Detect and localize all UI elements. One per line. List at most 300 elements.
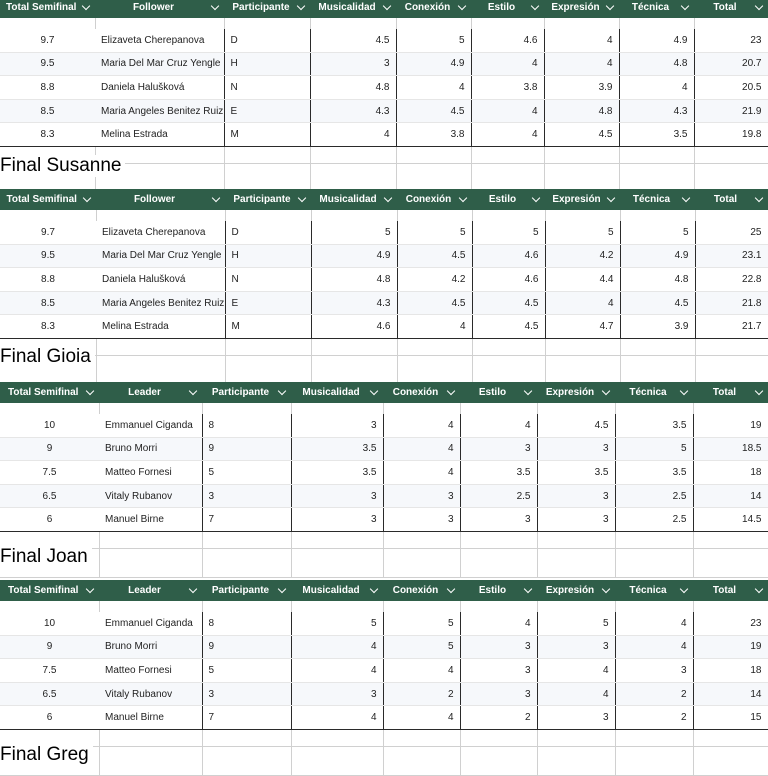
table-cell[interactable]: 8.8 (0, 76, 95, 100)
table-cell[interactable]: 4 (383, 706, 460, 730)
empty-cell[interactable] (460, 729, 537, 746)
table-cell[interactable]: Emmanuel Ciganda (99, 612, 202, 635)
column-header[interactable] (202, 580, 291, 601)
table-cell[interactable]: 2.5 (460, 484, 537, 508)
table-cell[interactable]: 2 (615, 682, 693, 706)
empty-cell[interactable] (460, 746, 537, 775)
filter-dropdown-icon[interactable] (446, 585, 454, 593)
table-cell[interactable]: 4.2 (545, 244, 620, 268)
empty-cell[interactable] (0, 18, 95, 29)
column-header[interactable] (225, 189, 311, 210)
table-cell[interactable]: Maria Del Mar Cruz Yengle (96, 244, 225, 268)
empty-cell[interactable] (291, 548, 383, 577)
table-cell[interactable]: 4.6 (471, 29, 544, 52)
filter-dropdown-icon[interactable] (601, 585, 609, 593)
column-header[interactable] (544, 0, 619, 18)
table-cell[interactable]: 3.8 (396, 123, 471, 147)
column-header[interactable] (472, 189, 545, 210)
table-cell[interactable]: H (225, 244, 311, 268)
table-cell[interactable]: D (225, 221, 311, 244)
table-cell[interactable]: 4 (396, 76, 471, 100)
table-cell[interactable]: 5 (383, 612, 460, 635)
table-cell[interactable]: Emmanuel Ciganda (99, 414, 202, 437)
empty-cell[interactable] (460, 548, 537, 577)
empty-cell[interactable] (693, 548, 768, 577)
empty-cell[interactable] (225, 355, 311, 384)
table-cell[interactable]: 4.8 (619, 52, 694, 76)
column-header[interactable] (99, 382, 202, 403)
table-cell[interactable]: Matteo Fornesi (99, 659, 202, 683)
filter-dropdown-icon[interactable] (211, 194, 219, 202)
table-cell[interactable]: Maria Angeles Benitez Ruiz (96, 291, 225, 315)
table-cell[interactable]: 3 (537, 706, 615, 730)
table-cell[interactable]: 19 (693, 635, 768, 659)
empty-cell[interactable] (693, 403, 768, 414)
column-header[interactable] (396, 0, 471, 18)
table-cell[interactable]: 3 (291, 414, 383, 437)
table-cell[interactable]: E (225, 291, 311, 315)
column-header[interactable] (460, 382, 537, 403)
column-header[interactable] (291, 580, 383, 601)
table-cell[interactable]: 9 (0, 437, 99, 461)
table-cell[interactable]: 4.5 (310, 29, 396, 52)
table-cell[interactable]: 8 (202, 414, 291, 437)
filter-dropdown-icon[interactable] (277, 585, 285, 593)
table-cell[interactable]: 3.8 (471, 76, 544, 100)
column-header[interactable] (311, 189, 397, 210)
table-cell[interactable]: 6 (0, 706, 99, 730)
table-cell[interactable]: 4.3 (619, 99, 694, 123)
table-cell[interactable]: 4.9 (619, 29, 694, 52)
table-cell[interactable]: 5 (472, 221, 545, 244)
table-cell[interactable]: 19 (693, 414, 768, 437)
column-header[interactable] (694, 0, 768, 18)
column-header[interactable] (95, 0, 224, 18)
empty-cell[interactable] (472, 338, 545, 355)
filter-dropdown-icon[interactable] (210, 2, 218, 10)
table-cell[interactable]: 5 (202, 659, 291, 683)
table-cell[interactable]: 4 (544, 29, 619, 52)
empty-cell[interactable] (615, 746, 693, 775)
table-cell[interactable]: 2 (383, 682, 460, 706)
empty-cell[interactable] (695, 338, 768, 355)
table-cell[interactable]: 19.8 (694, 123, 768, 147)
table-cell[interactable]: 4 (460, 414, 537, 437)
table-cell[interactable]: Vitaly Rubanov (99, 682, 202, 706)
table-cell[interactable]: 3 (310, 52, 396, 76)
table-cell[interactable]: 5 (537, 612, 615, 635)
empty-cell[interactable] (310, 146, 396, 163)
empty-cell[interactable] (545, 210, 620, 221)
filter-dropdown-icon[interactable] (458, 194, 466, 202)
table-cell[interactable]: 3.5 (291, 437, 383, 461)
table-cell[interactable]: 3.5 (619, 123, 694, 147)
table-cell[interactable]: 4.8 (620, 268, 695, 292)
table-cell[interactable]: 25 (695, 221, 768, 244)
empty-cell[interactable] (695, 355, 768, 384)
table-cell[interactable]: Maria Del Mar Cruz Yengle (95, 52, 224, 76)
table-cell[interactable]: 5 (545, 221, 620, 244)
table-cell[interactable]: 3 (202, 484, 291, 508)
table-cell[interactable]: 4.8 (544, 99, 619, 123)
table-cell[interactable]: 14 (693, 484, 768, 508)
table-cell[interactable]: 4.5 (397, 291, 472, 315)
table-cell[interactable]: 9.5 (0, 244, 96, 268)
table-cell[interactable]: 23.1 (695, 244, 768, 268)
empty-cell[interactable] (537, 403, 615, 414)
empty-cell[interactable] (397, 338, 472, 355)
empty-cell[interactable] (99, 746, 202, 775)
filter-dropdown-icon[interactable] (85, 387, 93, 395)
empty-cell[interactable] (472, 210, 545, 221)
empty-cell[interactable] (383, 531, 460, 548)
table-cell[interactable]: 4 (471, 99, 544, 123)
empty-cell[interactable] (620, 355, 695, 384)
column-header[interactable] (0, 189, 96, 210)
empty-cell[interactable] (397, 355, 472, 384)
table-cell[interactable]: Bruno Morri (99, 437, 202, 461)
table-cell[interactable]: Manuel Birne (99, 706, 202, 730)
empty-cell[interactable] (311, 338, 397, 355)
table-cell[interactable]: 5 (202, 461, 291, 485)
table-cell[interactable]: 2.5 (615, 484, 693, 508)
empty-cell[interactable] (99, 548, 202, 577)
table-cell[interactable]: 4.6 (472, 244, 545, 268)
empty-cell[interactable] (537, 601, 615, 612)
table-cell[interactable]: 3 (383, 484, 460, 508)
table-cell[interactable]: 4 (615, 635, 693, 659)
filter-dropdown-icon[interactable] (606, 194, 614, 202)
table-cell[interactable]: 3 (383, 508, 460, 532)
empty-cell[interactable] (291, 403, 383, 414)
table-cell[interactable]: 9 (202, 437, 291, 461)
filter-dropdown-icon[interactable] (457, 2, 465, 10)
column-header[interactable] (695, 189, 768, 210)
column-header[interactable] (537, 382, 615, 403)
column-header[interactable] (96, 189, 225, 210)
empty-cell[interactable] (0, 210, 96, 221)
table-cell[interactable]: Elizaveta Cherepanova (95, 29, 224, 52)
table-cell[interactable]: 4.3 (311, 291, 397, 315)
empty-cell[interactable] (202, 548, 291, 577)
filter-dropdown-icon[interactable] (680, 2, 688, 10)
table-cell[interactable]: 3.9 (544, 76, 619, 100)
table-cell[interactable]: Elizaveta Cherepanova (96, 221, 225, 244)
table-cell[interactable]: 4 (471, 123, 544, 147)
empty-cell[interactable] (460, 403, 537, 414)
empty-cell[interactable] (693, 531, 768, 548)
table-cell[interactable]: 4 (397, 315, 472, 339)
table-cell[interactable]: 4.9 (396, 52, 471, 76)
empty-cell[interactable] (291, 746, 383, 775)
empty-cell[interactable] (96, 338, 225, 355)
filter-dropdown-icon[interactable] (369, 387, 377, 395)
empty-cell[interactable] (310, 18, 396, 29)
table-cell[interactable]: 4 (291, 635, 383, 659)
table-cell[interactable]: 3 (460, 508, 537, 532)
table-cell[interactable]: 5 (291, 612, 383, 635)
table-cell[interactable]: 8.5 (0, 291, 96, 315)
table-cell[interactable]: 4.8 (310, 76, 396, 100)
table-cell[interactable]: 4 (383, 437, 460, 461)
column-header[interactable] (615, 580, 693, 601)
table-cell[interactable]: 4.3 (310, 99, 396, 123)
table-cell[interactable]: 4.8 (311, 268, 397, 292)
table-cell[interactable]: 4.5 (396, 99, 471, 123)
filter-dropdown-icon[interactable] (296, 2, 304, 10)
table-cell[interactable]: Matteo Fornesi (99, 461, 202, 485)
column-header[interactable] (397, 189, 472, 210)
table-cell[interactable]: 21.7 (695, 315, 768, 339)
table-cell[interactable]: Melina Estrada (95, 123, 224, 147)
filter-dropdown-icon[interactable] (382, 2, 390, 10)
table-cell[interactable]: 3.9 (620, 315, 695, 339)
table-cell[interactable]: 4.7 (545, 315, 620, 339)
table-cell[interactable]: 3 (460, 682, 537, 706)
empty-cell[interactable] (471, 18, 544, 29)
empty-cell[interactable] (99, 601, 202, 612)
table-cell[interactable]: 4 (537, 682, 615, 706)
empty-cell[interactable] (99, 729, 202, 746)
filter-dropdown-icon[interactable] (679, 387, 687, 395)
empty-cell[interactable] (545, 338, 620, 355)
empty-cell[interactable] (460, 531, 537, 548)
filter-dropdown-icon[interactable] (277, 387, 285, 395)
filter-dropdown-icon[interactable] (754, 387, 762, 395)
table-cell[interactable]: Manuel Birne (99, 508, 202, 532)
table-cell[interactable]: 3.5 (537, 461, 615, 485)
table-cell[interactable]: 7 (202, 706, 291, 730)
table-cell[interactable]: 7 (202, 508, 291, 532)
empty-cell[interactable] (694, 18, 768, 29)
empty-cell[interactable] (615, 729, 693, 746)
table-cell[interactable]: Daniela Halušková (95, 76, 224, 100)
table-cell[interactable]: 9 (0, 635, 99, 659)
empty-cell[interactable] (291, 729, 383, 746)
empty-cell[interactable] (693, 729, 768, 746)
table-cell[interactable]: 4.5 (620, 291, 695, 315)
table-cell[interactable]: 4 (545, 291, 620, 315)
table-cell[interactable]: 4 (619, 76, 694, 100)
column-header[interactable] (0, 382, 99, 403)
table-cell[interactable]: 4 (471, 52, 544, 76)
table-cell[interactable]: 5 (397, 221, 472, 244)
empty-cell[interactable] (95, 18, 224, 29)
table-cell[interactable]: 18.5 (693, 437, 768, 461)
table-cell[interactable]: Bruno Morri (99, 635, 202, 659)
table-cell[interactable]: 9.7 (0, 29, 95, 52)
column-header[interactable] (537, 580, 615, 601)
empty-cell[interactable] (96, 355, 225, 384)
table-cell[interactable]: 10 (0, 612, 99, 635)
empty-cell[interactable] (96, 210, 225, 221)
filter-dropdown-icon[interactable] (369, 585, 377, 593)
table-cell[interactable]: 4.2 (397, 268, 472, 292)
empty-cell[interactable] (383, 729, 460, 746)
table-cell[interactable]: 8.3 (0, 123, 95, 147)
empty-cell[interactable] (311, 210, 397, 221)
table-cell[interactable]: 3 (537, 484, 615, 508)
table-cell[interactable]: 7.5 (0, 461, 99, 485)
column-header[interactable] (224, 0, 310, 18)
empty-cell[interactable] (619, 146, 694, 163)
empty-cell[interactable] (311, 355, 397, 384)
column-header[interactable] (0, 580, 99, 601)
filter-dropdown-icon[interactable] (446, 387, 454, 395)
column-header[interactable] (615, 382, 693, 403)
table-cell[interactable]: 3.5 (615, 414, 693, 437)
empty-cell[interactable] (695, 210, 768, 221)
table-cell[interactable]: 4.9 (311, 244, 397, 268)
table-cell[interactable]: 3 (460, 635, 537, 659)
table-cell[interactable]: 18 (693, 659, 768, 683)
table-cell[interactable]: 3 (537, 437, 615, 461)
table-cell[interactable]: 4.5 (397, 244, 472, 268)
table-cell[interactable]: 3 (291, 682, 383, 706)
column-header[interactable] (99, 580, 202, 601)
filter-dropdown-icon[interactable] (681, 194, 689, 202)
table-cell[interactable]: 4.5 (544, 123, 619, 147)
empty-cell[interactable] (202, 729, 291, 746)
empty-cell[interactable] (225, 210, 311, 221)
table-cell[interactable]: Maria Angeles Benitez Ruiz (95, 99, 224, 123)
empty-cell[interactable] (225, 338, 311, 355)
table-cell[interactable]: 4.6 (472, 268, 545, 292)
empty-cell[interactable] (202, 746, 291, 775)
table-cell[interactable]: 9.7 (0, 221, 96, 244)
table-cell[interactable]: 8.8 (0, 268, 96, 292)
table-cell[interactable]: 22.8 (695, 268, 768, 292)
table-cell[interactable]: H (224, 52, 310, 76)
empty-cell[interactable] (396, 18, 471, 29)
table-cell[interactable]: 3 (460, 659, 537, 683)
table-cell[interactable]: 4 (383, 461, 460, 485)
table-cell[interactable]: 5 (615, 437, 693, 461)
table-cell[interactable]: 3.5 (460, 461, 537, 485)
table-cell[interactable]: 3 (460, 437, 537, 461)
table-cell[interactable]: 21.8 (695, 291, 768, 315)
table-cell[interactable]: 4.5 (472, 291, 545, 315)
empty-cell[interactable] (693, 601, 768, 612)
filter-dropdown-icon[interactable] (85, 585, 93, 593)
column-header[interactable] (620, 189, 695, 210)
column-header[interactable] (383, 580, 460, 601)
table-cell[interactable]: 4 (615, 612, 693, 635)
table-cell[interactable]: 23 (693, 612, 768, 635)
table-cell[interactable]: Melina Estrada (96, 315, 225, 339)
column-header[interactable] (0, 0, 95, 18)
table-cell[interactable]: 4.9 (620, 244, 695, 268)
table-cell[interactable]: 15 (693, 706, 768, 730)
empty-cell[interactable] (544, 146, 619, 163)
table-cell[interactable]: 3.5 (291, 461, 383, 485)
table-cell[interactable]: Daniela Halušková (96, 268, 225, 292)
empty-cell[interactable] (383, 403, 460, 414)
filter-dropdown-icon[interactable] (82, 194, 90, 202)
empty-cell[interactable] (537, 531, 615, 548)
filter-dropdown-icon[interactable] (754, 194, 762, 202)
table-cell[interactable]: Vitaly Rubanov (99, 484, 202, 508)
table-cell[interactable]: 8 (202, 612, 291, 635)
table-cell[interactable]: 4 (291, 706, 383, 730)
empty-cell[interactable] (472, 355, 545, 384)
empty-cell[interactable] (202, 403, 291, 414)
filter-dropdown-icon[interactable] (754, 2, 762, 10)
column-header[interactable] (310, 0, 396, 18)
table-cell[interactable]: 8.3 (0, 315, 96, 339)
table-cell[interactable]: 3 (537, 635, 615, 659)
empty-cell[interactable] (544, 18, 619, 29)
empty-cell[interactable] (471, 146, 544, 163)
table-cell[interactable]: 5 (311, 221, 397, 244)
empty-cell[interactable] (460, 601, 537, 612)
column-header[interactable] (619, 0, 694, 18)
filter-dropdown-icon[interactable] (679, 585, 687, 593)
empty-cell[interactable] (99, 531, 202, 548)
empty-cell[interactable] (620, 338, 695, 355)
table-cell[interactable]: 3 (202, 682, 291, 706)
table-cell[interactable]: 23 (694, 29, 768, 52)
table-cell[interactable]: D (224, 29, 310, 52)
empty-cell[interactable] (545, 355, 620, 384)
empty-cell[interactable] (620, 210, 695, 221)
table-cell[interactable]: 3.5 (615, 461, 693, 485)
table-cell[interactable]: 20.7 (694, 52, 768, 76)
empty-cell[interactable] (615, 531, 693, 548)
table-cell[interactable]: 2 (615, 706, 693, 730)
table-cell[interactable]: 14.5 (693, 508, 768, 532)
column-header[interactable] (471, 0, 544, 18)
table-cell[interactable]: 3 (291, 508, 383, 532)
table-cell[interactable]: 20.5 (694, 76, 768, 100)
filter-dropdown-icon[interactable] (530, 2, 538, 10)
empty-cell[interactable] (397, 210, 472, 221)
table-cell[interactable]: 2 (460, 706, 537, 730)
empty-cell[interactable] (202, 601, 291, 612)
table-cell[interactable]: 4.4 (545, 268, 620, 292)
table-cell[interactable]: 3 (615, 659, 693, 683)
empty-cell[interactable] (693, 746, 768, 775)
filter-dropdown-icon[interactable] (601, 387, 609, 395)
filter-dropdown-icon[interactable] (605, 2, 613, 10)
table-cell[interactable]: 6.5 (0, 484, 99, 508)
filter-dropdown-icon[interactable] (754, 585, 762, 593)
table-cell[interactable]: 3 (537, 508, 615, 532)
empty-cell[interactable] (537, 729, 615, 746)
table-cell[interactable]: M (224, 123, 310, 147)
filter-dropdown-icon[interactable] (188, 585, 196, 593)
table-cell[interactable]: M (225, 315, 311, 339)
filter-dropdown-icon[interactable] (383, 194, 391, 202)
table-cell[interactable]: 6.5 (0, 682, 99, 706)
empty-cell[interactable] (224, 18, 310, 29)
table-cell[interactable]: 9 (202, 635, 291, 659)
empty-cell[interactable] (383, 601, 460, 612)
empty-cell[interactable] (615, 601, 693, 612)
table-cell[interactable]: 4 (544, 52, 619, 76)
empty-cell[interactable] (291, 601, 383, 612)
empty-cell[interactable] (396, 146, 471, 163)
table-cell[interactable]: N (224, 76, 310, 100)
table-cell[interactable]: 4 (291, 659, 383, 683)
empty-cell[interactable] (0, 403, 99, 414)
table-cell[interactable]: 4 (537, 659, 615, 683)
table-cell[interactable]: 2.5 (615, 508, 693, 532)
table-cell[interactable]: 4 (460, 612, 537, 635)
column-header[interactable] (460, 580, 537, 601)
table-cell[interactable]: 5 (620, 221, 695, 244)
empty-cell[interactable] (224, 146, 310, 163)
